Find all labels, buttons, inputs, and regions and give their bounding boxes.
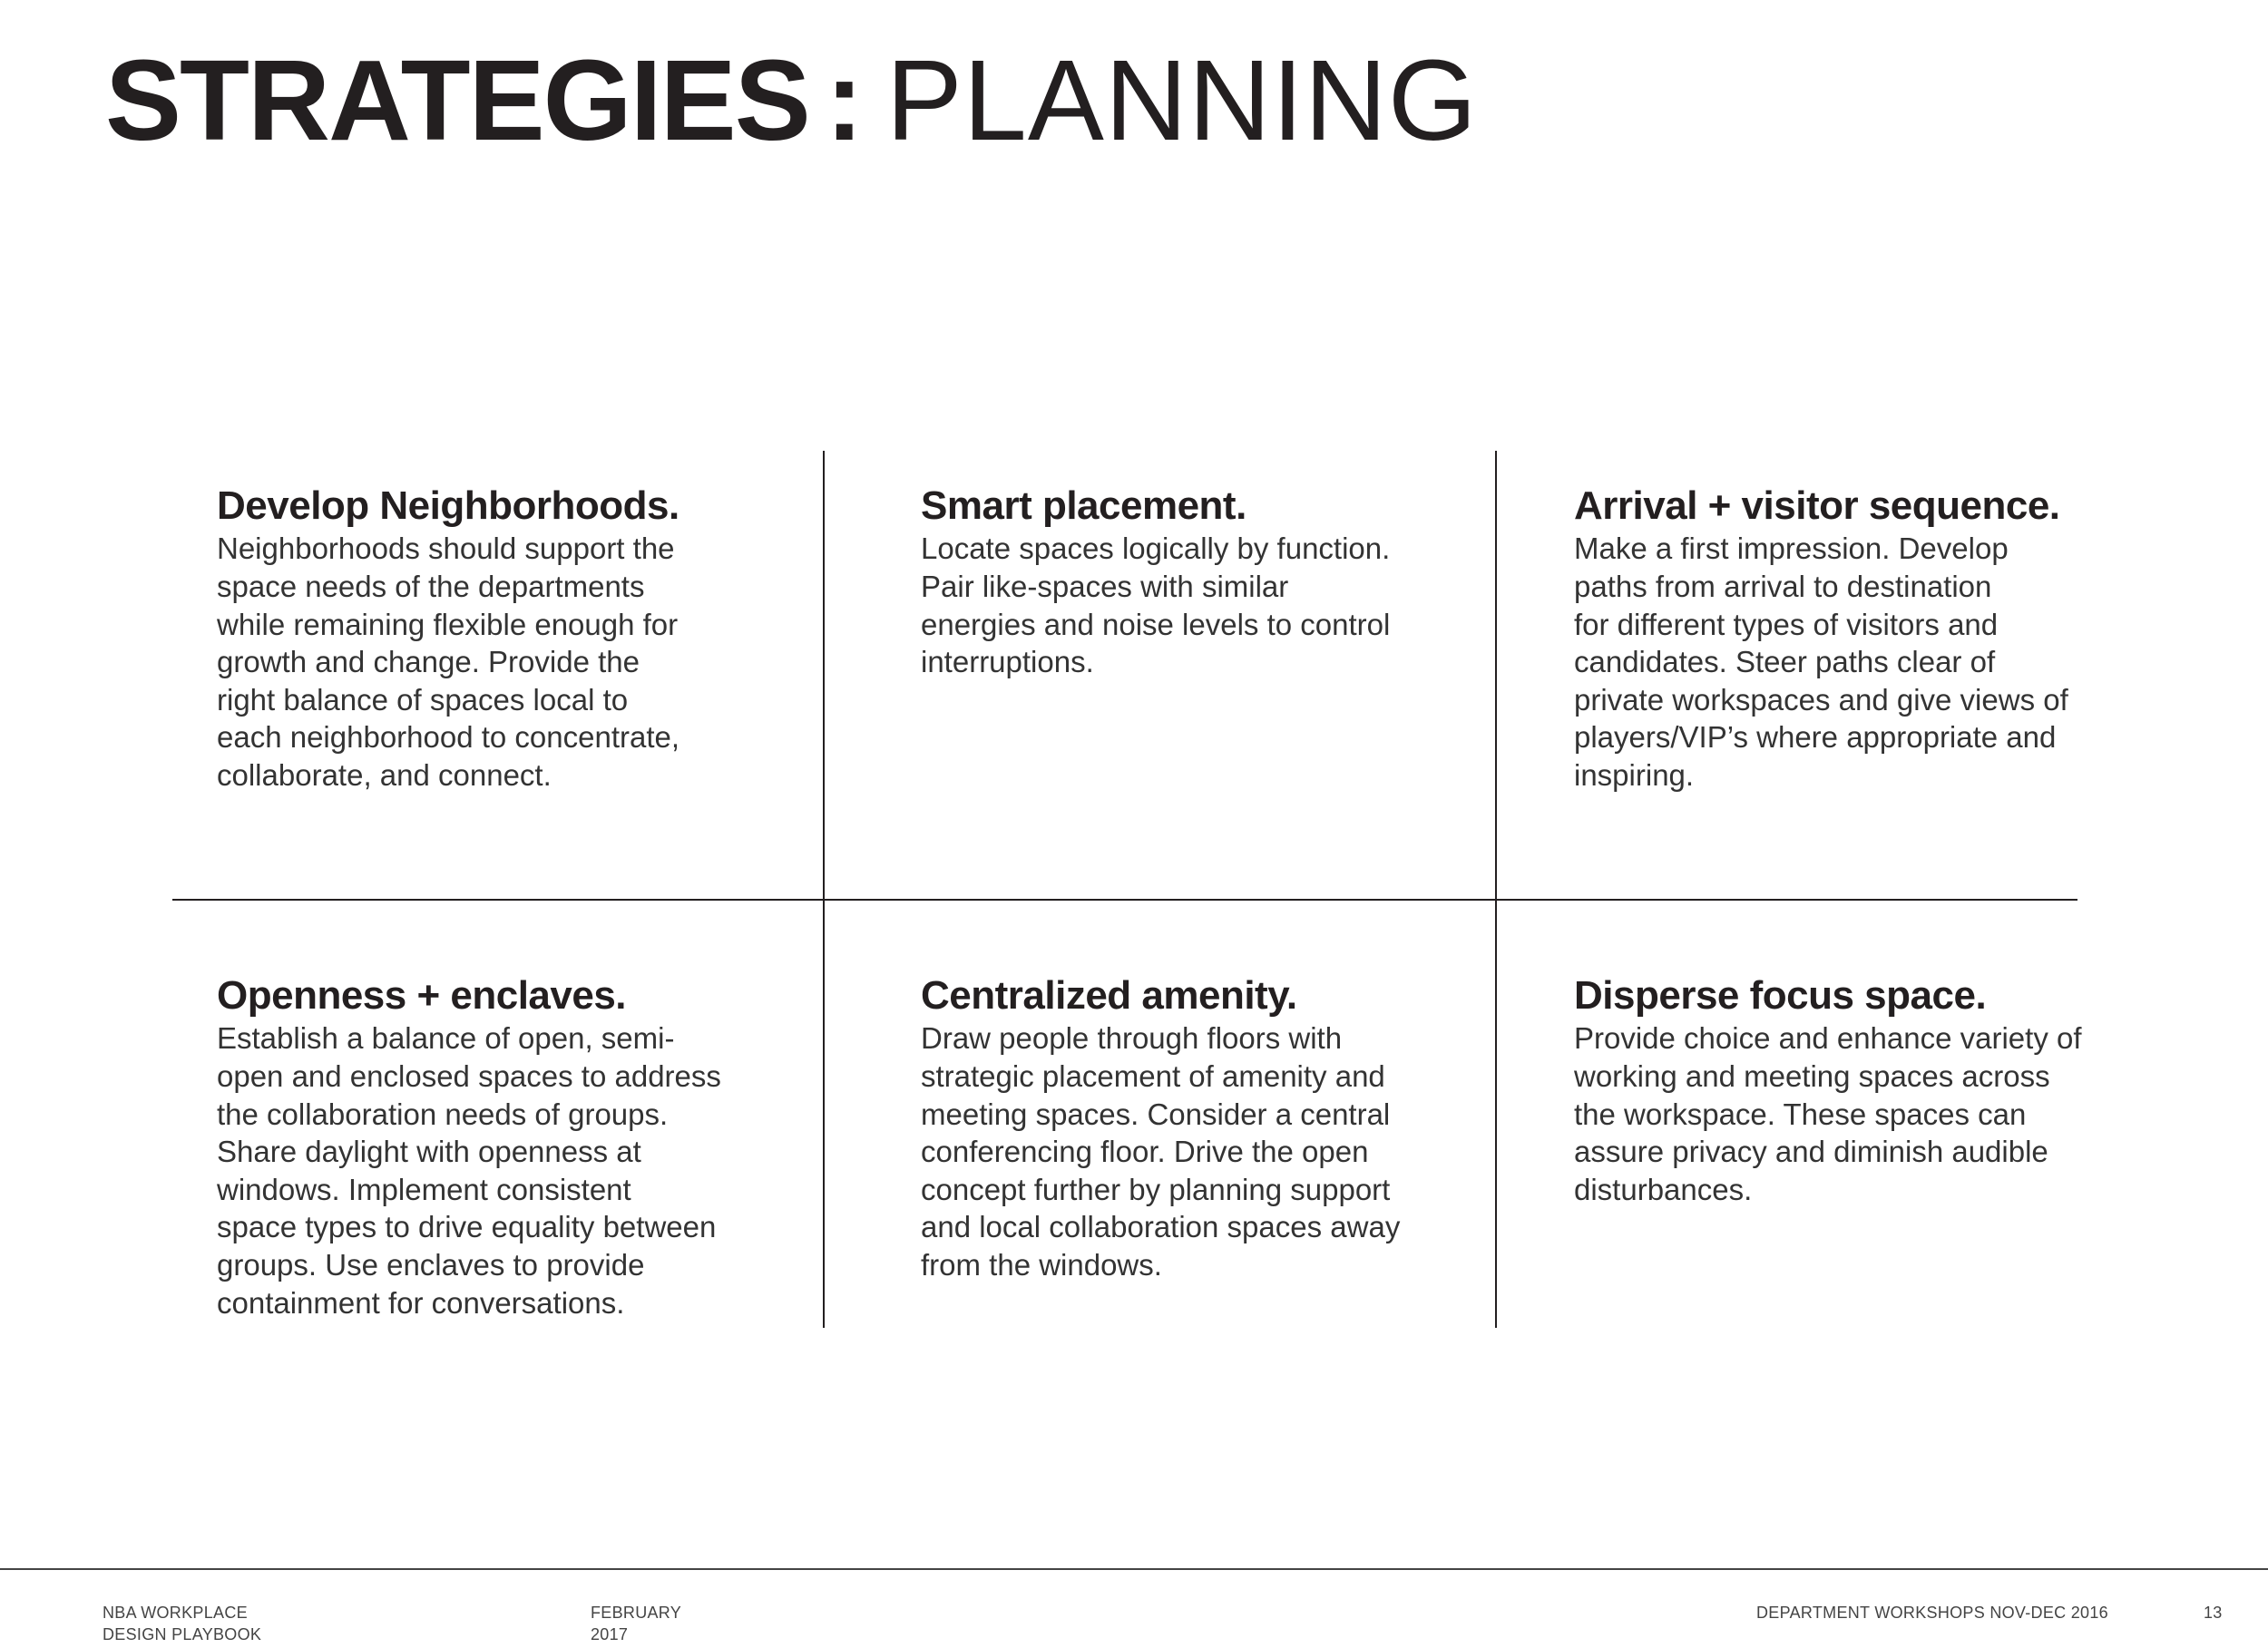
strategy-body: Draw people through floors with strategic placement of amenity and meeting spaces. Consider a central conferencing floor. Drive the open concept further by planning support and local collaboration spaces away from the windows. bbox=[921, 1021, 1401, 1282]
strategy-arrival-visitor-sequence bbox=[1574, 484, 2155, 795]
strategy-develop-neighborhoods bbox=[217, 484, 761, 795]
footer-date bbox=[591, 1602, 681, 1645]
footer-page-number: 13 bbox=[2204, 1604, 2223, 1622]
strategy-body: Locate spaces logically by function. Pair like-spaces with similar energies and noise levels to control interruptions. bbox=[921, 531, 1391, 679]
footer-publication bbox=[103, 1602, 261, 1645]
footer-publication-line1: NBA WORKPLACE bbox=[103, 1604, 248, 1622]
grid-horizontal-divider bbox=[172, 899, 2077, 901]
strategy-body: Provide choice and enhance variety of working and meeting spaces across the workspace. These spaces can assure privacy and diminish audible disturbances. bbox=[1574, 1021, 2082, 1206]
strategy-heading: Openness + enclaves. bbox=[217, 973, 627, 1018]
strategy-body: Make a first impression. Develop paths from arrival to destination for different types of visitors and candidates. Steer paths clear of private workspaces and give views of players/VIP’s where appropriate and inspiring. bbox=[1574, 531, 2068, 792]
footer-publication-line2: DESIGN PLAYBOOK bbox=[103, 1625, 262, 1643]
strategy-body: Establish a balance of open, semi- open and enclosed spaces to address the collaboration needs of groups. Share daylight with openness at windows. Implement consistent space types to drive equality between groups. Use enclaves to provide containment for conversations. bbox=[217, 1021, 721, 1320]
strategy-heading: Arrival + visitor sequence. bbox=[1574, 483, 2060, 528]
strategy-openness-enclaves bbox=[217, 974, 761, 1321]
footer-date-year: 2017 bbox=[591, 1625, 629, 1643]
strategy-disperse-focus-space bbox=[1574, 974, 2155, 1208]
strategy-smart-placement bbox=[921, 484, 1465, 681]
page-title-bold: STRATEGIES bbox=[105, 36, 809, 164]
footer-date-month: FEBRUARY bbox=[591, 1604, 682, 1622]
strategy-heading: Centralized amenity. bbox=[921, 973, 1297, 1018]
footer-section: DEPARTMENT WORKSHOPS NOV-DEC 2016 bbox=[1756, 1604, 2108, 1622]
strategy-heading: Develop Neighborhoods. bbox=[217, 483, 679, 528]
page-title bbox=[105, 36, 1478, 164]
page-title-separator: : bbox=[825, 36, 863, 164]
footer-divider bbox=[0, 1568, 2268, 1570]
grid-vertical-divider-right bbox=[1495, 451, 1497, 1328]
strategy-heading: Smart placement. bbox=[921, 483, 1246, 528]
strategy-heading: Disperse focus space. bbox=[1574, 973, 1987, 1018]
strategy-body: Neighborhoods should support the space needs of the departments while remaining flexible enough for growth and change. Provide the right balance of spaces local to each neighborhood to concentrate, collaborate, and connect. bbox=[217, 531, 680, 792]
strategy-centralized-amenity bbox=[921, 974, 1465, 1284]
grid-vertical-divider-left bbox=[823, 451, 825, 1328]
page-title-light: PLANNING bbox=[885, 36, 1478, 164]
